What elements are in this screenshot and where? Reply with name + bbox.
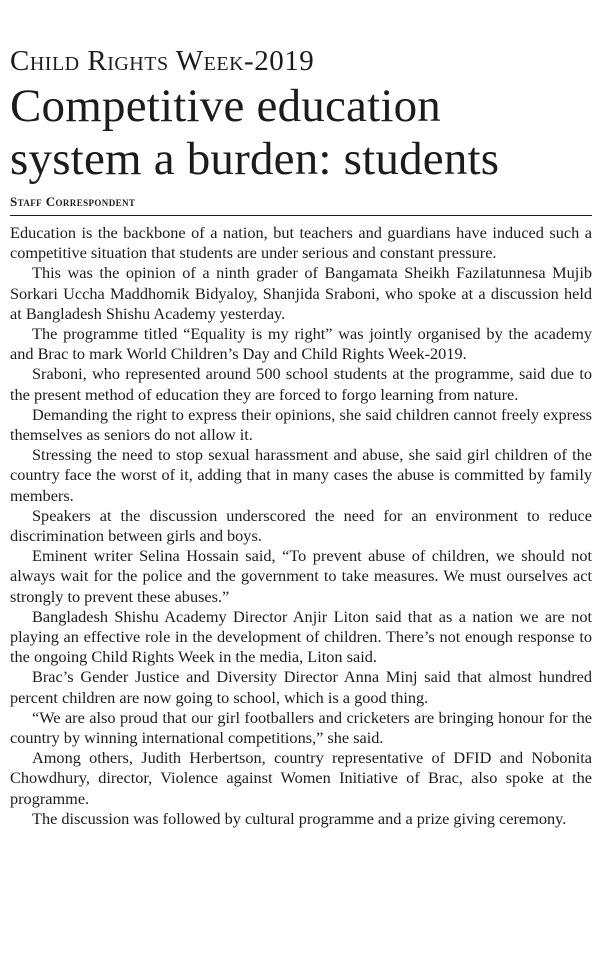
paragraph: Demanding the right to express their opinions, she said children cannot freely express themselves as seniors do not allow it. [10,404,592,445]
paragraph: Sraboni, who represented around 500 school students at the programme, said due to the present method of education they are forced to forgo learning from nature. [10,364,592,404]
headline-divider [10,215,592,216]
headline-line-2: system a burden: students [10,133,500,185]
paragraph: This was the opinion of a ninth grader of Bangamata Sheikh Fazilatunnesa Mujib Sorkari Uccha Maddhomik Bidyaloy, Shanjida Sraboni, who spoke at a discussion held at Bangladesh Shishu Academy yesterday. [10,263,592,323]
paragraph: Brac’s Gender Justice and Diversity Director Anna Minj said that almost hundred percent children are now going to school, which is a good thing. [10,667,592,707]
article-body [10,223,592,829]
byline: Staff Correspondent [10,194,136,209]
paragraph: Among others, Judith Herbertson, country representative of DFID and Nobonita Chowdhury, director, Violence against Women Initiative of Brac, also spoke at the programme. [10,748,592,808]
paragraph: The programme titled “Equality is my right” was jointly organised by the academy and Brac to mark World Children’s Day and Child Rights Week-2019. [10,324,592,364]
paragraph: Bangladesh Shishu Academy Director Anjir Liton said that as a nation we are not playing an effective role in the development of children. There’s not enough response to the ongoing Child Rights Week in the media, Liton said. [10,606,592,667]
news-article [10,44,592,829]
section-kicker: Child Rights Week-2019 [10,45,315,77]
paragraph: Stressing the need to stop sexual harassment and abuse, she said girl children of the country face the worst of it, adding that in many cases the abuse is committed by family members. [10,445,592,505]
paragraph: The discussion was followed by cultural programme and a prize giving ceremony. [32,808,567,828]
paragraph: Speakers at the discussion underscored the need for an environment to reduce discrimination between girls and boys. [10,505,592,546]
headline [10,80,592,186]
paragraph: Eminent writer Selina Hossain said, “To prevent abuse of children, we should not always wait for the police and the government to take measures. We must ourselves act strongly to prevent these abuses.” [10,546,592,606]
paragraph: “We are also proud that our girl footballers and cricketers are bringing honour for the country by winning international competitions,” she said. [10,707,592,748]
paragraph: Education is the backbone of a nation, but teachers and guardians have induced such a competitive situation that students are under serious and constant pressure. [10,223,592,263]
headline-line-1: Competitive education [10,80,442,132]
